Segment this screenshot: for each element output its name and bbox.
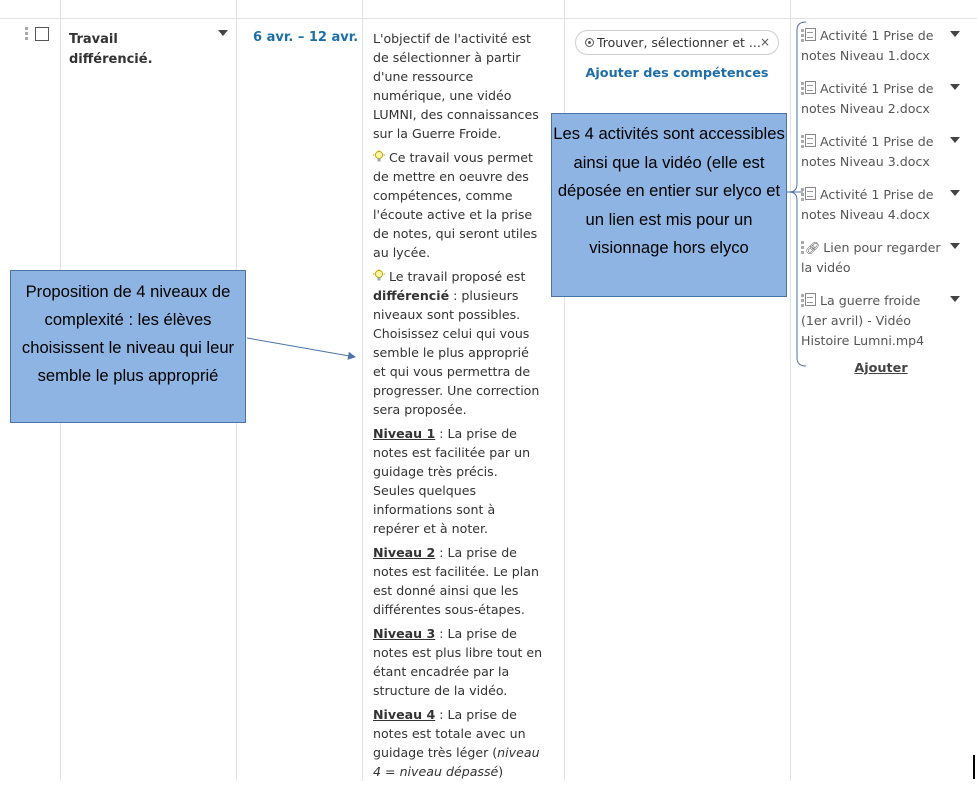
target-icon — [585, 38, 594, 47]
skill-search-value: Trouver, sélectionner et ... — [597, 35, 761, 50]
document-icon — [805, 81, 816, 94]
resource-item[interactable]: Activité 1 Prise de notes Niveau 4.docx — [801, 187, 934, 222]
resource-menu-caret-icon[interactable] — [950, 296, 960, 302]
row-top-border — [0, 18, 977, 19]
title-menu-caret-icon[interactable] — [218, 30, 228, 36]
link-icon: 🔗︎ — [805, 241, 821, 255]
resource-menu-caret-icon[interactable] — [950, 243, 960, 249]
resource-menu-caret-icon[interactable] — [950, 84, 960, 90]
description-level-1: Niveau 1 : La prise de notes est facilitée par un guidage très précis. Seules quelques informations sont à repérer et à noter. — [373, 426, 531, 536]
skill-search-chip[interactable] — [575, 30, 779, 55]
document-icon — [805, 28, 816, 41]
description-tip-2: Le travail proposé est différencié : plusieurs niveaux sont possibles. Choisissez celui qui vous semble le plus approprié et qui vous permettra de progresser. Une correction sera proposée. — [373, 269, 540, 417]
activity-title[interactable]: Travail différencié. — [69, 32, 153, 67]
column-divider — [362, 0, 363, 781]
row-drag-handle[interactable] — [25, 27, 28, 40]
resource-menu-caret-icon[interactable] — [950, 31, 960, 37]
row-select-checkbox[interactable] — [35, 27, 49, 41]
add-resource-link[interactable]: Ajouter — [854, 361, 908, 376]
resource-item[interactable]: La guerre froide (1er avril) - Vidéo Histoire Lumni.mp4 — [801, 293, 925, 348]
resource-item[interactable]: Activité 1 Prise de notes Niveau 3.docx — [801, 134, 934, 169]
document-icon — [805, 293, 816, 306]
description-level-4: Niveau 4 : La prise de notes est totale avec un guidage très léger (niveau 4 = niveau dépassé) — [373, 707, 540, 779]
activity-description — [373, 29, 543, 786]
activity-dates[interactable]: 6 avr. – 12 avr. — [253, 30, 359, 45]
description-intro: L'objectif de l'activité est de sélectionner à partir d'une ressource numérique, une vidéo LUMNI, des connaissances sur la Guerre Froide. — [373, 31, 539, 141]
clear-icon[interactable]: × — [759, 35, 770, 49]
annotation-callout-right: Les 4 activités sont accessibles ainsi que la vidéo (elle est déposée en entier sur elyco et un lien est mis pour un visionnage hors elyco — [551, 113, 787, 297]
lightbulb-icon — [373, 150, 385, 164]
lightbulb-icon — [373, 269, 385, 283]
resource-menu-caret-icon[interactable] — [950, 137, 960, 143]
document-icon — [805, 134, 816, 147]
resource-menu-caret-icon[interactable] — [950, 190, 960, 196]
column-divider — [790, 0, 791, 781]
text-cursor — [973, 755, 975, 779]
resource-item[interactable]: 🔗︎ Lien pour regarder la vidéo — [801, 240, 941, 275]
document-icon — [805, 187, 816, 200]
description-level-2: Niveau 2 : La prise de notes est facilitée. Le plan est donné ainsi que les différentes sous-étapes. — [373, 545, 539, 617]
left-callout-arrow — [247, 338, 355, 357]
description-level-3: Niveau 3 : La prise de notes est plus libre tout en étant encadrée par la structure de la vidéo. — [373, 626, 543, 698]
resource-item[interactable]: Activité 1 Prise de notes Niveau 1.docx — [801, 28, 934, 63]
resource-item[interactable]: Activité 1 Prise de notes Niveau 2.docx — [801, 81, 934, 116]
annotation-callout-left: Proposition de 4 niveaux de complexité : les élèves choisissent le niveau qui leur semble le plus approprié — [10, 270, 246, 423]
add-skills-link[interactable]: Ajouter des compétences — [585, 66, 769, 81]
description-tip-1: Ce travail vous permet de mettre en oeuvre des compétences, comme l'écoute active et la prise de notes, qui seront utiles au lycée. — [373, 150, 538, 260]
